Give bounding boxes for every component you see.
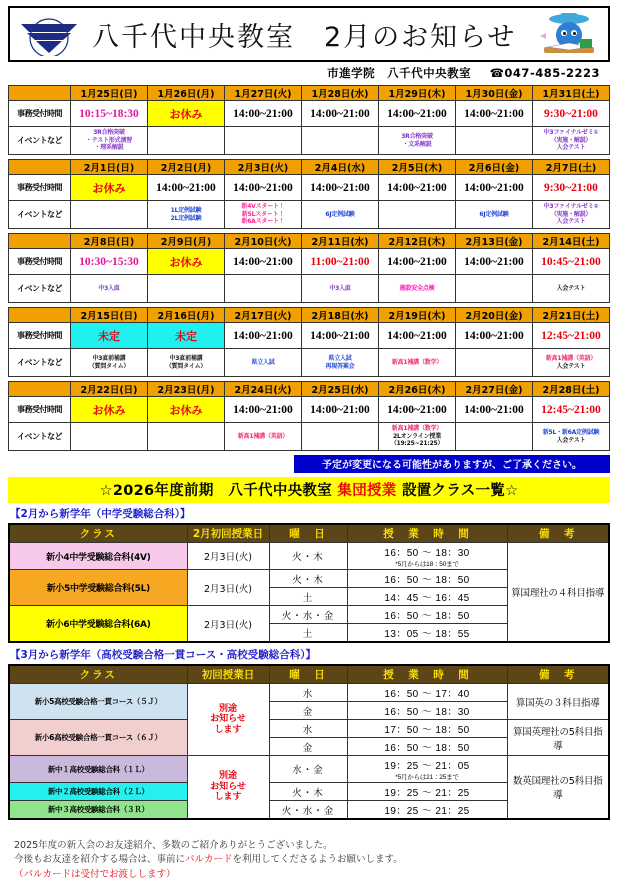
- events-cell: [533, 275, 610, 303]
- office-hours-row: [9, 323, 610, 349]
- events-cell: [533, 127, 610, 155]
- day-header: 1月31日(土): [533, 86, 610, 101]
- office-hours-cell: 10:30~15:30: [71, 249, 148, 275]
- day-header: 2月17日(火): [225, 308, 302, 323]
- event-line: 新6Aスタート！: [241, 218, 285, 226]
- event-line: 中3入直: [98, 284, 120, 292]
- events-cell: [302, 201, 379, 229]
- events-cell: [302, 423, 379, 451]
- footer-line-1: 2025年度の新入会のお友達紹介、多数のご紹介ありがとうございました。: [14, 840, 333, 851]
- events-cell: [71, 349, 148, 377]
- banner-pre: ☆2026年度前期 八千代中央教室: [99, 483, 338, 499]
- day-header: 2月14日(土): [533, 234, 610, 249]
- weekday-cell: 火・木: [269, 570, 347, 588]
- day-header: 2月24日(火): [225, 382, 302, 397]
- office-hours-cell: 12:45~21:00: [533, 397, 610, 423]
- office-hours-cell: 11:00~21:00: [302, 249, 379, 275]
- remark-cell: 算国理社の４科目指導: [507, 543, 609, 643]
- class-row: [9, 684, 609, 702]
- office-hours-cell: 14:00~21:00: [456, 397, 533, 423]
- day-header: 2月7日(土): [533, 160, 610, 175]
- event-line: 新高1補講（英語）: [237, 432, 289, 440]
- events-cell: [148, 423, 225, 451]
- footer-line-3: （パルカードは受付でお渡しします）: [14, 868, 176, 880]
- events-cell: [225, 423, 302, 451]
- events-cell: [225, 127, 302, 155]
- class-name-cell: 新小6中学受験総合科(6A): [9, 606, 187, 643]
- telephone-number: ☎047-485-2223: [489, 66, 600, 80]
- week-table: [8, 233, 610, 303]
- day-header: 2月26日(木): [379, 382, 456, 397]
- office-hours-cell: 14:00~21:00: [302, 323, 379, 349]
- day-header: 2月18日(水): [302, 308, 379, 323]
- day-header: 2月13日(金): [456, 234, 533, 249]
- row-label-hours: 事務受付時間: [9, 397, 71, 423]
- events-cell: [148, 201, 225, 229]
- office-hours-cell: 14:00~21:00: [225, 175, 302, 201]
- class-table-header: 備 考: [507, 665, 609, 684]
- events-cell: [148, 349, 225, 377]
- office-hours-cell: 14:00~21:00: [148, 175, 225, 201]
- office-hours-cell: 14:00~21:00: [302, 397, 379, 423]
- class-table-header: 2月初回授業日: [187, 524, 269, 543]
- row-label-hours: 事務受付時間: [9, 101, 71, 127]
- lesson-time-cell: 16：50 ～ 18：50: [347, 738, 507, 756]
- week-table: [8, 85, 610, 155]
- day-header: 2月20日(金): [456, 308, 533, 323]
- event-line: 3R合格突破: [93, 128, 125, 136]
- day-header: 2月22日(日): [71, 382, 148, 397]
- footer-line-2a: 今後もお友達を紹介する場合は、事前に: [14, 854, 186, 866]
- event-line: 新高1補講（数学）: [391, 424, 443, 432]
- remark-cell: 算国英の３科目指導: [507, 684, 609, 720]
- office-hours-cell: 14:00~21:00: [225, 101, 302, 127]
- day-header: 1月26日(月): [148, 86, 225, 101]
- event-line: 中3ファイナルゼミ②: [543, 202, 599, 210]
- row-label-events: イベントなど: [9, 423, 71, 451]
- events-cell: [379, 275, 456, 303]
- weekday-cell: 火・木: [269, 783, 347, 801]
- event-line: ・文系解説: [402, 140, 432, 148]
- day-header: 2月12日(木): [379, 234, 456, 249]
- events-cell: [71, 423, 148, 451]
- lesson-time-cell: 16：50 ～ 17：40: [347, 684, 507, 702]
- events-cell: [302, 349, 379, 377]
- office-hours-cell: 14:00~21:00: [456, 249, 533, 275]
- office-hours-cell: 14:00~21:00: [379, 249, 456, 275]
- remark-cell: 算国英理社の5科目指導: [507, 720, 609, 756]
- events-cell: [379, 423, 456, 451]
- events-cell: [533, 423, 610, 451]
- events-cell: [225, 349, 302, 377]
- event-line: 中3直前補講: [169, 354, 203, 362]
- office-hours-cell: 10:45~21:00: [533, 249, 610, 275]
- class-table-header: 授 業 時 間: [347, 524, 507, 543]
- day-header: 2月19日(木): [379, 308, 456, 323]
- office-hours-cell: 14:00~21:00: [456, 175, 533, 201]
- monthly-schedule: [8, 85, 610, 451]
- table2-label: 【3月から新学年（高校受験合格一貫コース・高校受験総合科）】: [10, 649, 317, 661]
- event-line: 新高1補講（数学）: [391, 358, 443, 366]
- class-table-header: クラス: [9, 524, 187, 543]
- events-cell: [456, 127, 533, 155]
- weekday-cell: 火・水・金: [269, 801, 347, 820]
- class-table-header: 授 業 時 間: [347, 665, 507, 684]
- event-line: 6J定例試験: [325, 210, 355, 218]
- day-header: 2月27日(金): [456, 382, 533, 397]
- lesson-time-cell: 16：50 ～ 18：50: [347, 570, 507, 588]
- event-line: 1L定例試験: [170, 206, 202, 214]
- event-line: （実施・解説）: [550, 210, 592, 218]
- day-header: 2月5日(木): [379, 160, 456, 175]
- office-hours-cell: 9:30~21:00: [533, 175, 610, 201]
- event-line: ・理系解説: [94, 144, 124, 152]
- office-hours-cell: 14:00~21:00: [379, 397, 456, 423]
- day-header: 2月3日(火): [225, 160, 302, 175]
- event-line: 県立入試: [251, 358, 275, 366]
- school-name: 市進学院 八千代中央教室: [327, 66, 472, 80]
- office-hours-cell: 14:00~21:00: [379, 101, 456, 127]
- event-line: 6J定例試験: [479, 210, 509, 218]
- row-label-events: イベントなど: [9, 201, 71, 229]
- table1-label: 【2月から新学年（中学受験総合科）】: [10, 508, 191, 520]
- day-header: 1月30日(金): [456, 86, 533, 101]
- events-row: [9, 201, 610, 229]
- events-cell: [148, 275, 225, 303]
- footer-line-2c: を利用してくださるようお願いします。: [232, 854, 403, 866]
- class-name-cell: 新小5高校受験合格一貫コース（５Ｊ）: [9, 684, 187, 720]
- events-cell: [456, 349, 533, 377]
- events-cell: [71, 127, 148, 155]
- week-corner-cell: [9, 382, 71, 397]
- day-header: 1月27日(火): [225, 86, 302, 101]
- day-header: 1月28日(水): [302, 86, 379, 101]
- day-header: 2月23日(月): [148, 382, 225, 397]
- office-hours-cell: 14:00~21:00: [302, 175, 379, 201]
- day-header: 2月16日(月): [148, 308, 225, 323]
- event-line: 再現答案会: [325, 362, 355, 370]
- events-cell: [533, 349, 610, 377]
- weekday-cell: 土: [269, 588, 347, 606]
- lesson-time-cell: 19：25 ～ 21：25: [347, 783, 507, 801]
- class-list-banner: [8, 477, 610, 503]
- office-hours-cell: お休み: [148, 249, 225, 275]
- events-row: [9, 349, 610, 377]
- events-cell: [225, 201, 302, 229]
- first-lesson-date-cell: 2月3日(火): [187, 543, 269, 570]
- events-cell: [456, 423, 533, 451]
- event-line: 新高1補講（英語）: [545, 354, 597, 362]
- banner-post: 設置クラス一覧☆: [396, 483, 519, 499]
- office-hours-row: [9, 101, 610, 127]
- event-line: 県立入試: [328, 354, 352, 362]
- office-hours-cell: 9:30~21:00: [533, 101, 610, 127]
- day-header: 2月1日(日): [71, 160, 148, 175]
- day-header: 1月29日(木): [379, 86, 456, 101]
- office-hours-row: [9, 175, 610, 201]
- class-row: [9, 720, 609, 738]
- events-cell: [71, 201, 148, 229]
- remark-cell: 数英国理社の5科目指導: [507, 756, 609, 820]
- week-corner-cell: [9, 234, 71, 249]
- first-lesson-date-cell: 2月3日(火): [187, 606, 269, 643]
- week-corner-cell: [9, 160, 71, 175]
- first-lesson-date-cell: 別途 お知らせ します: [187, 756, 269, 820]
- office-hours-cell: 14:00~21:00: [456, 101, 533, 127]
- class-name-cell: 新中１高校受験総合科（１Ｌ）: [9, 756, 187, 783]
- banner-highlight: 集団授業: [337, 483, 397, 499]
- class-name-cell: 新小6高校受験合格一貫コース（６Ｊ）: [9, 720, 187, 756]
- row-label-events: イベントなど: [9, 127, 71, 155]
- event-line: 入会テスト: [556, 436, 586, 444]
- event-line: 入会テスト: [556, 362, 586, 370]
- day-header: 1月25日(日): [71, 86, 148, 101]
- pal-card-name: パルカード: [185, 854, 233, 866]
- week-table: [8, 159, 610, 229]
- office-hours-cell: お休み: [148, 101, 225, 127]
- event-line: （19:25~21:25）: [390, 440, 444, 448]
- event-line: 新5L・新6A定例試験: [542, 428, 600, 436]
- day-header: 2月9日(月): [148, 234, 225, 249]
- day-header: 2月25日(水): [302, 382, 379, 397]
- weekday-cell: 金: [269, 738, 347, 756]
- weekday-cell: 水: [269, 684, 347, 702]
- school-contact: [8, 62, 610, 85]
- office-hours-cell: 未定: [71, 323, 148, 349]
- middle-school-exam-class-table: [8, 523, 610, 643]
- day-header: 2月10日(火): [225, 234, 302, 249]
- first-lesson-date-cell: 2月3日(火): [187, 570, 269, 606]
- events-cell: [456, 201, 533, 229]
- lesson-time-cell: 13：05 ～ 18：55: [347, 624, 507, 643]
- class-name-cell: 新小4中学受験総合科(4V): [9, 543, 187, 570]
- weekday-cell: 水・金: [269, 756, 347, 783]
- office-hours-cell: 14:00~21:00: [225, 397, 302, 423]
- events-row: [9, 127, 610, 155]
- lesson-time-cell: 16：50 ～ 18：50: [347, 606, 507, 624]
- office-hours-cell: 14:00~21:00: [379, 323, 456, 349]
- office-hours-cell: お休み: [148, 397, 225, 423]
- event-line: 中3直前補講: [92, 354, 126, 362]
- event-line: 入会テスト: [556, 218, 586, 226]
- office-hours-cell: お休み: [71, 175, 148, 201]
- lesson-time-cell: 16：50 ～ 18：30: [347, 702, 507, 720]
- row-label-events: イベントなど: [9, 275, 71, 303]
- office-hours-cell: 14:00~21:00: [456, 323, 533, 349]
- mascot-icon: [534, 9, 608, 59]
- events-row: [9, 275, 610, 303]
- week-corner-cell: [9, 308, 71, 323]
- weekday-cell: 火・水・金: [269, 606, 347, 624]
- weekday-cell: 金: [269, 702, 347, 720]
- lesson-time-cell: 16：50 ～ 18：30 *5月からは18：50まで: [347, 543, 507, 570]
- class-name-cell: 新中３高校受験総合科（３Ｒ）: [9, 801, 187, 820]
- office-hours-cell: 14:00~21:00: [225, 249, 302, 275]
- first-lesson-date-cell: 別途 お知らせ します: [187, 684, 269, 756]
- page-header: [8, 6, 610, 62]
- event-line: （質問タイム）: [88, 362, 130, 370]
- class-row: [9, 543, 609, 570]
- school-logo: [10, 12, 88, 56]
- row-label-hours: 事務受付時間: [9, 249, 71, 275]
- class-row: [9, 756, 609, 783]
- event-line: ・テスト形式演習: [85, 136, 133, 144]
- day-header: 2月15日(日): [71, 308, 148, 323]
- day-header: 2月28日(土): [533, 382, 610, 397]
- week-corner-cell: [9, 86, 71, 101]
- weekday-cell: 水: [269, 720, 347, 738]
- office-hours-cell: お休み: [71, 397, 148, 423]
- week-table: [8, 307, 610, 377]
- events-cell: [379, 201, 456, 229]
- event-line: 中3ファイナルゼミ①: [543, 128, 599, 136]
- event-line: 新5Lスタート！: [241, 210, 285, 218]
- class-table-header: 曜 日: [269, 524, 347, 543]
- office-hours-cell: 12:45~21:00: [533, 323, 610, 349]
- event-line: 入会テスト: [556, 144, 586, 152]
- event-line: 新4Vスタート！: [241, 202, 285, 210]
- class-table-header: 初回授業日: [187, 665, 269, 684]
- day-header: 2月8日(日): [71, 234, 148, 249]
- row-label-hours: 事務受付時間: [9, 175, 71, 201]
- day-header: 2月21日(土): [533, 308, 610, 323]
- event-line: 施設安全点検: [399, 284, 435, 292]
- high-school-exam-class-table: [8, 664, 610, 820]
- event-line: 入会テスト: [556, 284, 586, 292]
- office-hours-cell: 14:00~21:00: [225, 323, 302, 349]
- class-name-cell: 新中２高校受験総合科（２Ｌ）: [9, 783, 187, 801]
- events-cell: [302, 275, 379, 303]
- footer-line-2: [14, 853, 610, 867]
- notice-row: [8, 455, 610, 473]
- event-line: （実施・解説）: [550, 136, 592, 144]
- events-row: [9, 423, 610, 451]
- class-table-header: 備 考: [507, 524, 609, 543]
- events-cell: [456, 275, 533, 303]
- events-cell: [71, 275, 148, 303]
- page-title: 八千代中央教室 2月のお知らせ: [92, 21, 517, 53]
- event-line: 3R合格突破: [401, 132, 433, 140]
- class-table-header: クラス: [9, 665, 187, 684]
- events-cell: [302, 127, 379, 155]
- event-line: 中3入直: [329, 284, 351, 292]
- row-label-hours: 事務受付時間: [9, 323, 71, 349]
- class-name-cell: 新小5中学受験総合科(5L): [9, 570, 187, 606]
- event-line: 2Lオンライン授業: [392, 432, 442, 440]
- day-header: 2月11日(水): [302, 234, 379, 249]
- event-line: （質問タイム）: [165, 362, 207, 370]
- events-cell: [379, 127, 456, 155]
- week-table: [8, 381, 610, 451]
- events-cell: [533, 201, 610, 229]
- lesson-time-cell: 19：25 ～ 21：25: [347, 801, 507, 820]
- weekday-cell: 火・木: [269, 543, 347, 570]
- office-hours-row: [9, 249, 610, 275]
- footer-note: [8, 823, 610, 882]
- schedule-change-notice: 予定が変更になる可能性がありますが、ご了承ください。: [294, 455, 610, 473]
- event-line: 2L定例試験: [170, 214, 202, 222]
- row-label-events: イベントなど: [9, 349, 71, 377]
- lesson-time-cell: 19：25 ～ 21：05 *5月からは21：25まで: [347, 756, 507, 783]
- lesson-time-cell: 17：50 ～ 18：50: [347, 720, 507, 738]
- office-hours-cell: 14:00~21:00: [302, 101, 379, 127]
- weekday-cell: 土: [269, 624, 347, 643]
- day-header: 2月2日(月): [148, 160, 225, 175]
- events-cell: [379, 349, 456, 377]
- day-header: 2月4日(水): [302, 160, 379, 175]
- office-hours-cell: 未定: [148, 323, 225, 349]
- events-cell: [148, 127, 225, 155]
- office-hours-row: [9, 397, 610, 423]
- office-hours-cell: 10:15~18:30: [71, 101, 148, 127]
- events-cell: [225, 275, 302, 303]
- lesson-time-cell: 14：45 ～ 16：45: [347, 588, 507, 606]
- office-hours-cell: 14:00~21:00: [379, 175, 456, 201]
- class-table-header: 曜 日: [269, 665, 347, 684]
- day-header: 2月6日(金): [456, 160, 533, 175]
